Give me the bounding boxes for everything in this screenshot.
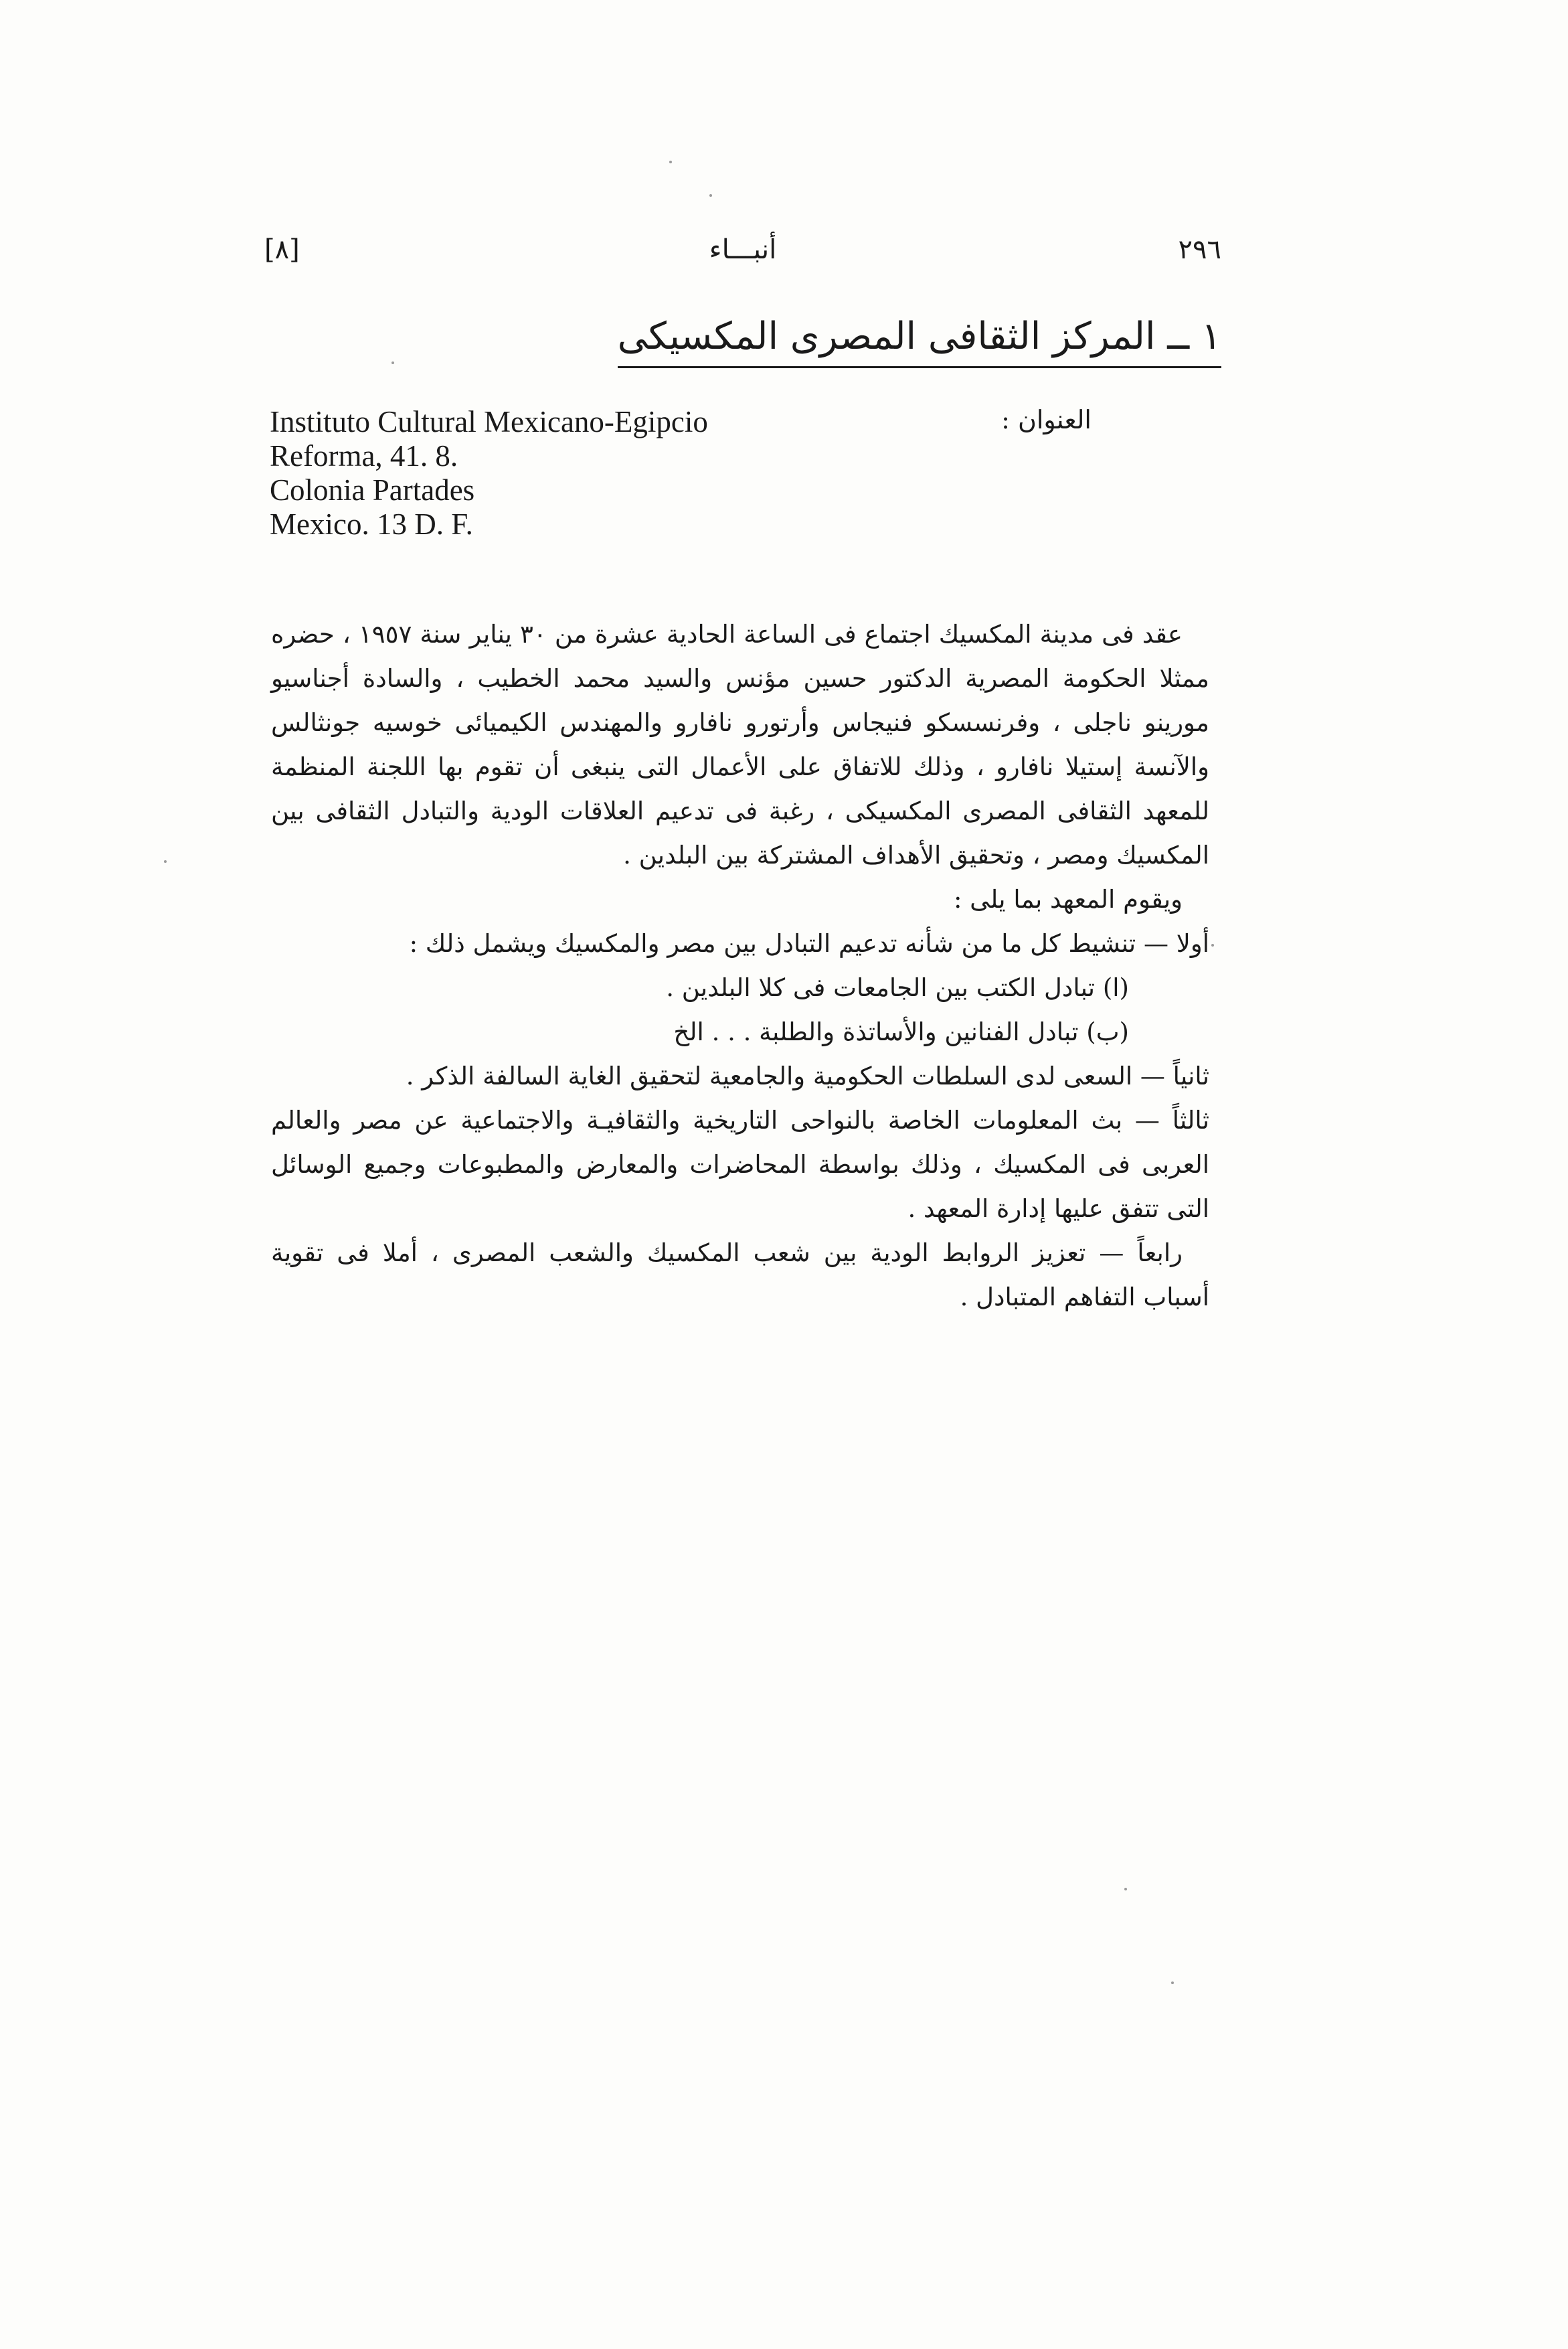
third-paragraph: ثالثاً — بث المعلومات الخاصة بالنواحى التاريخية والثقافيـة والاجتماعية عن مصر والعالم العربى فى المكسيك ، وذلك بواسطة المحاضرات والمعارض والمطبوعات وجميع الوسائل التى تتفق عليها إدارة المعهد . (271, 1106, 1209, 1223)
scan-speck (164, 860, 167, 863)
intro-paragraph: عقد فى مدينة المكسيك اجتماع فى الساعة الحادية عشرة من ٣٠ يناير سنة ١٩٥٧ ، حضره ممثلا الحكومة المصرية الدكتور حسين مؤنس والسيد محمد الخطيب ، والسادة أجناسيو مورينو ناجلى ، وفرنسسكو فنيجاس وأرتورو نافارو والمهندس الكيميائى خوسيه جونثالس والآنسة إستيلا نافارو ، وذلك للاتفاق على الأعمال التى ينبغى أن تقوم بها اللجنة المنظمة للمعهد الثقافى المصرى المكسيكى ، رغبة فى تدعيم العلاقات الودية والتبادل الثقافى بين المكسيك ومصر ، وتحقيق الأهداف المشتركة بين البلدين . (271, 620, 1209, 870)
scan-speck (1124, 1888, 1127, 1890)
address-line: Reforma, 41. 8. (270, 439, 458, 473)
lead-paragraph: ويقوم المعهد بما يلى : (953, 885, 1183, 914)
address-label: العنوان : (1001, 405, 1092, 434)
fourth-paragraph: رابعاً — تعزيز الروابط الودية بين شعب المكسيك والشعب المصرى ، أملا فى تقوية أسباب التفاهم المتبادل . (271, 1238, 1209, 1311)
list-item-a: (ا) تبادل الكتب بين الجامعات فى كلا البلدين . (666, 973, 1129, 1002)
scan-speck (1171, 1981, 1174, 1984)
section-number: [٨] (264, 234, 300, 265)
first-paragraph: أولا — تنشيط كل ما من شأنه تدعيم التبادل بين مصر والمكسيك ويشمل ذلك : (409, 929, 1209, 958)
list-item-b: (ب) تبادل الفنانين والأساتذة والطلبة . . . الخ (673, 1018, 1129, 1046)
scan-speck (1211, 944, 1214, 947)
address-line: Mexico. 13 D. F. (270, 507, 473, 541)
section-title-text: ١ ــ المركز الثقافى المصرى المكسيكى (618, 315, 1221, 368)
section-title (618, 315, 1221, 358)
address-line: Colonia Partades (270, 473, 475, 507)
running-title: أنبـــاء (709, 234, 777, 265)
page-number: ٢٩٦ (1178, 234, 1221, 265)
address-line: Instituto Cultural Mexicano-Egipcio (270, 405, 708, 438)
address-block (270, 405, 872, 542)
scan-speck (669, 161, 672, 163)
second-paragraph: ثانياً — السعى لدى السلطات الحكومية والجامعية لتحقيق الغاية السالفة الذكر . (406, 1062, 1209, 1090)
page-header (264, 234, 1221, 281)
scan-speck (391, 361, 394, 364)
body-text (271, 613, 1209, 1710)
scan-speck (709, 194, 712, 197)
